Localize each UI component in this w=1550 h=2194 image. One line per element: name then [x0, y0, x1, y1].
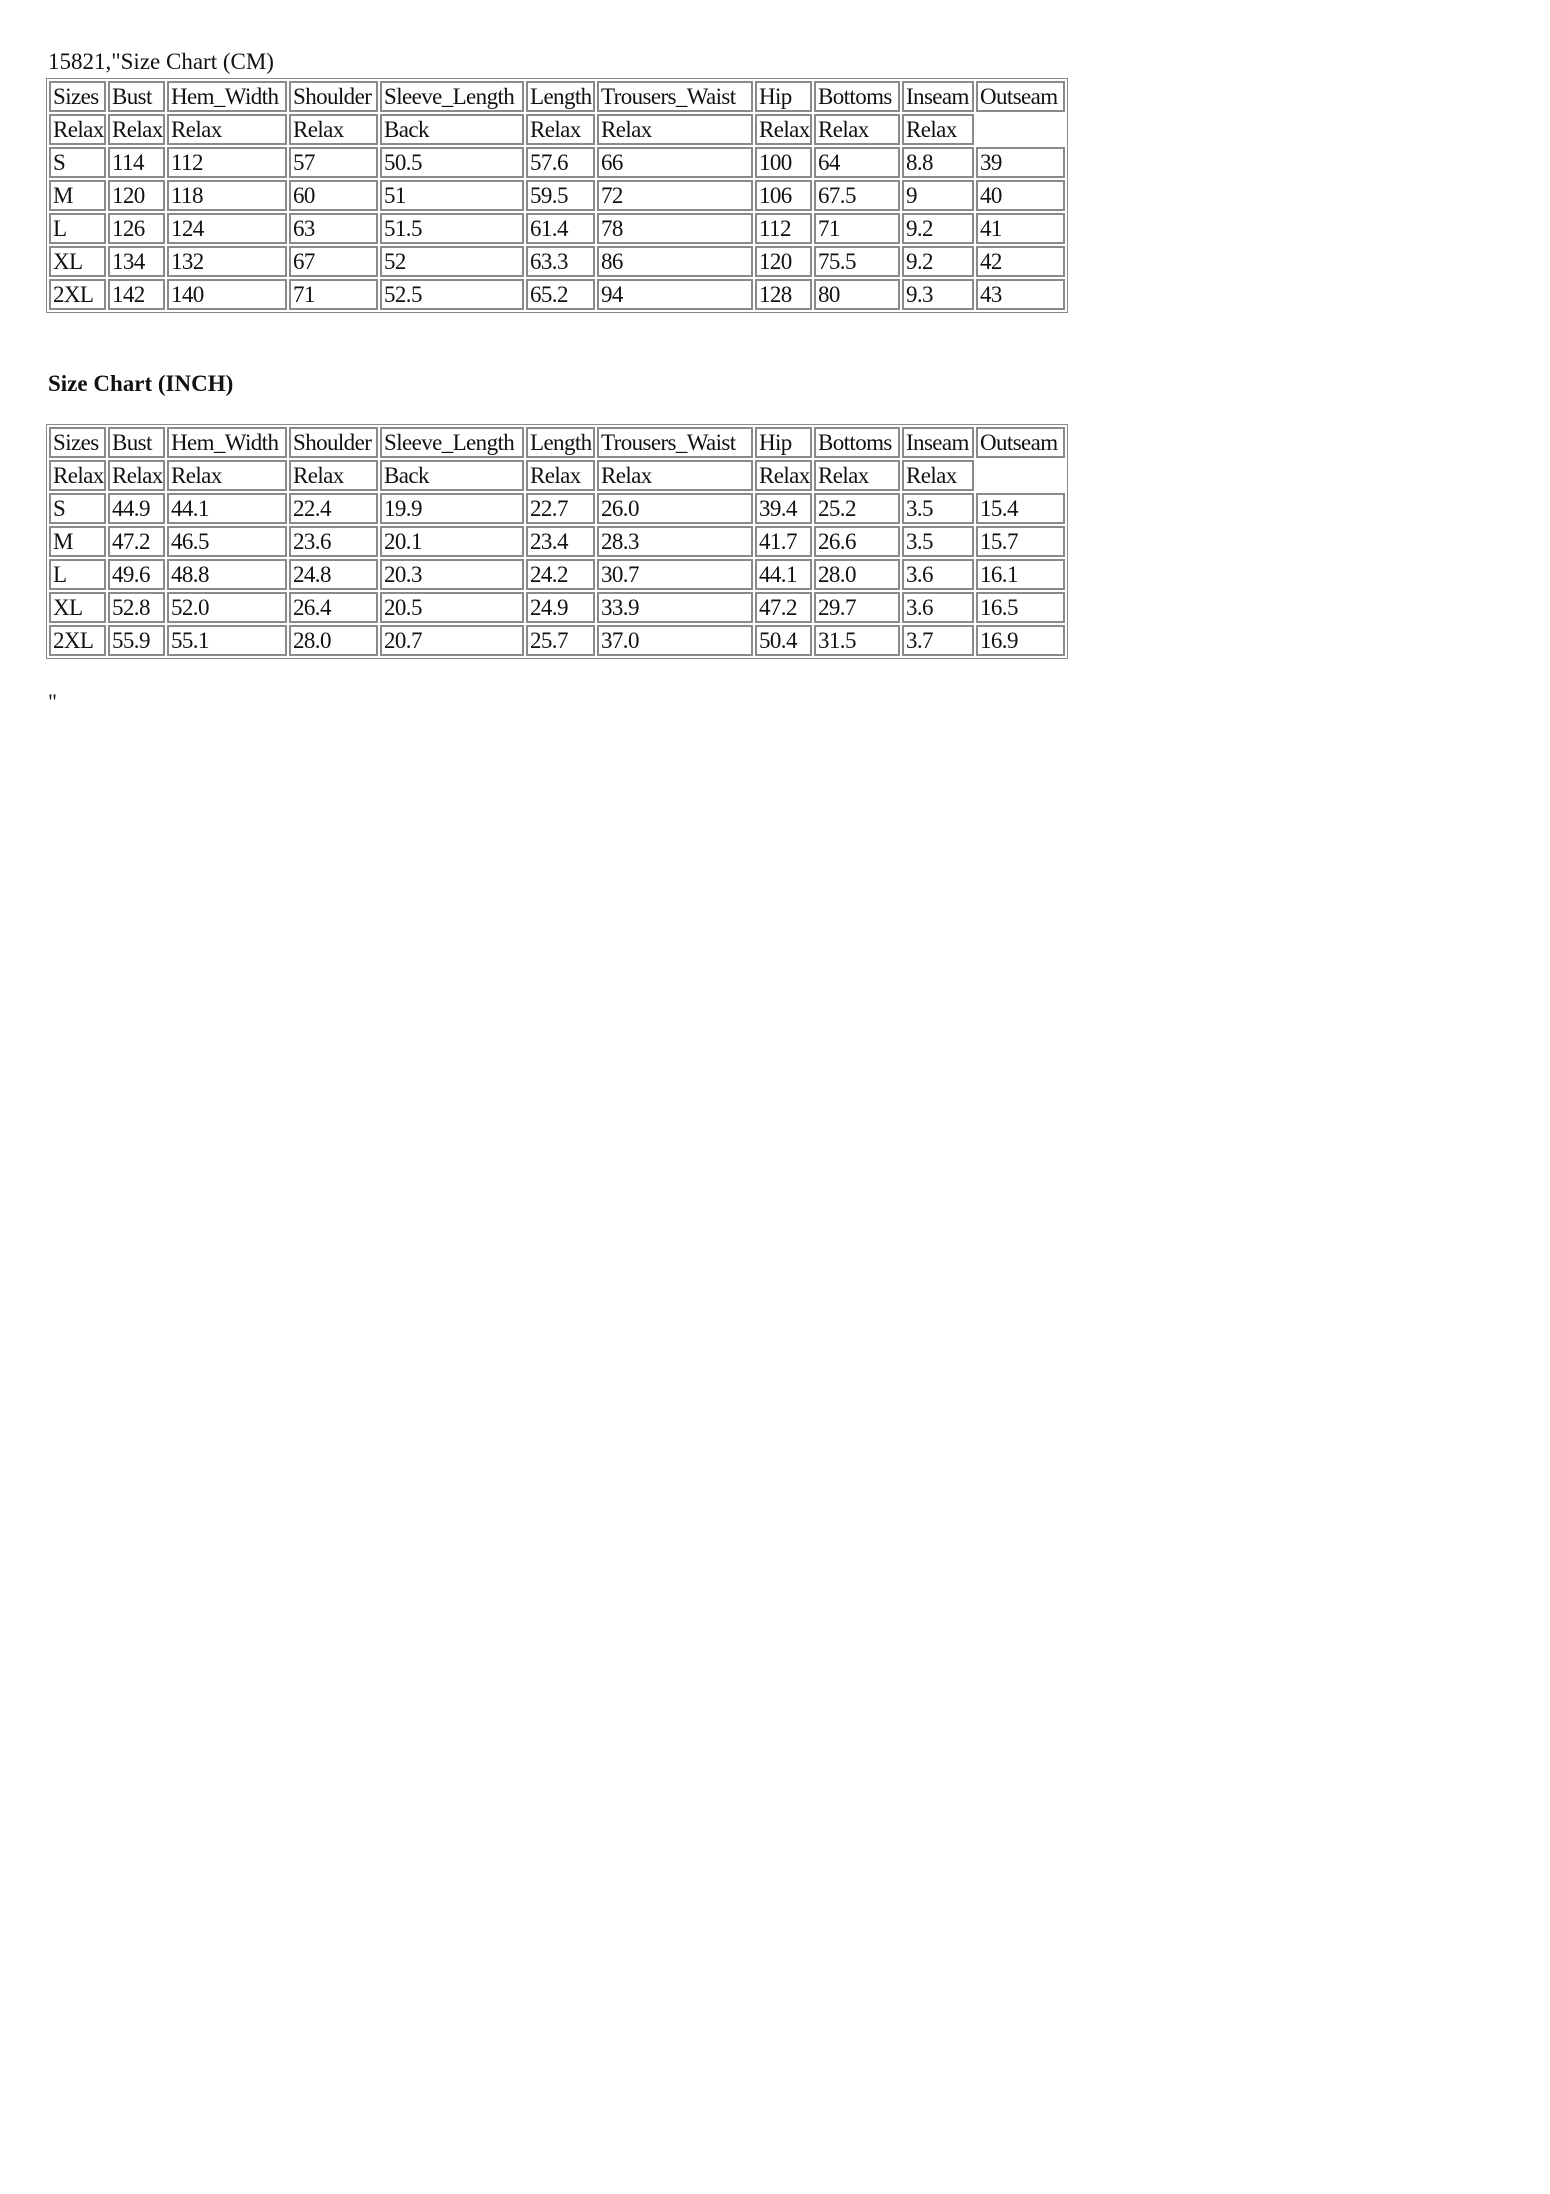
table-cell: 20.5	[380, 592, 524, 623]
table-cell: 24.8	[289, 559, 378, 590]
cm-size-chart-title: 15821,"Size Chart (CM)	[48, 49, 274, 74]
table-cell: 57.6	[526, 147, 595, 178]
table-cell: 52.5	[380, 279, 524, 310]
table-cell: 134	[108, 246, 165, 277]
table-cell: 48.8	[167, 559, 287, 590]
table-cell: 9.2	[902, 246, 974, 277]
table-cell: 50.4	[755, 625, 812, 656]
table-cell: 64	[814, 147, 900, 178]
table-cell: 28.0	[289, 625, 378, 656]
table-cell: 16.5	[976, 592, 1065, 623]
table-cell: Trousers_Waist	[597, 81, 753, 112]
table-cell: Back	[380, 460, 524, 491]
table-cell: 60	[289, 180, 378, 211]
table-cell: 67.5	[814, 180, 900, 211]
table-cell: 72	[597, 180, 753, 211]
table-row	[49, 246, 1065, 277]
table-cell: 55.9	[108, 625, 165, 656]
table-cell: M	[49, 526, 106, 557]
table-cell: 20.1	[380, 526, 524, 557]
table-cell: 43	[976, 279, 1065, 310]
table-cell: 44.1	[755, 559, 812, 590]
table-row	[49, 625, 1065, 656]
table-row	[49, 279, 1065, 310]
table-cell: 29.7	[814, 592, 900, 623]
table-cell: 47.2	[755, 592, 812, 623]
table-cell: 42	[976, 246, 1065, 277]
table-cell: 33.9	[597, 592, 753, 623]
table-cell: Sleeve_Length	[380, 427, 524, 458]
table-cell: 22.4	[289, 493, 378, 524]
table-cell: 140	[167, 279, 287, 310]
table-cell: Relax	[108, 114, 165, 145]
table-cell: Hem_Width	[167, 81, 287, 112]
table-cell: 9.3	[902, 279, 974, 310]
table-cell: 41.7	[755, 526, 812, 557]
table-cell: 20.7	[380, 625, 524, 656]
table-cell: 25.7	[526, 625, 595, 656]
table-cell	[976, 460, 1065, 491]
table-cell: Relax	[526, 114, 595, 145]
table-cell: 9.2	[902, 213, 974, 244]
table-cell: Relax	[108, 460, 165, 491]
table-cell: 112	[755, 213, 812, 244]
table-cell: 9	[902, 180, 974, 211]
table-cell: 142	[108, 279, 165, 310]
table-cell: L	[49, 213, 106, 244]
table-cell: 59.5	[526, 180, 595, 211]
table-cell: 15.4	[976, 493, 1065, 524]
table-cell: 2XL	[49, 279, 106, 310]
table-cell: Outseam	[976, 81, 1065, 112]
table-cell: 52	[380, 246, 524, 277]
table-cell: Relax	[289, 114, 378, 145]
table-cell: 120	[108, 180, 165, 211]
table-cell: 46.5	[167, 526, 287, 557]
table-cell: 118	[167, 180, 287, 211]
table-cell: 20.3	[380, 559, 524, 590]
table-cell: Length	[526, 81, 595, 112]
table-cell: 55.1	[167, 625, 287, 656]
table-cell: Hem_Width	[167, 427, 287, 458]
table-cell: 86	[597, 246, 753, 277]
table-cell: Relax	[755, 114, 812, 145]
table-cell: Relax	[167, 114, 287, 145]
table-cell: S	[49, 493, 106, 524]
table-cell: 3.6	[902, 592, 974, 623]
table-cell: 120	[755, 246, 812, 277]
table-cell: S	[49, 147, 106, 178]
table-cell: Relax	[526, 460, 595, 491]
table-cell: Relax	[167, 460, 287, 491]
table-cell: 112	[167, 147, 287, 178]
table-cell: Relax	[902, 460, 974, 491]
table-cell: 52.0	[167, 592, 287, 623]
table-cell: 8.8	[902, 147, 974, 178]
table-cell: 126	[108, 213, 165, 244]
table-row	[49, 592, 1065, 623]
table-cell: 94	[597, 279, 753, 310]
table-cell: 51	[380, 180, 524, 211]
table-cell: 128	[755, 279, 812, 310]
inch-size-table	[46, 424, 1068, 659]
table-cell: 26.6	[814, 526, 900, 557]
table-cell: 25.2	[814, 493, 900, 524]
table-cell: 78	[597, 213, 753, 244]
table-cell: 31.5	[814, 625, 900, 656]
table-cell: Hip	[755, 81, 812, 112]
table-header-row	[49, 81, 1065, 112]
table-cell: 50.5	[380, 147, 524, 178]
table-cell: Sizes	[49, 427, 106, 458]
table-cell: Length	[526, 427, 595, 458]
table-cell: Relax	[289, 460, 378, 491]
table-cell: Relax	[755, 460, 812, 491]
table-subheader-row	[49, 460, 1065, 491]
table-cell: 80	[814, 279, 900, 310]
table-row	[49, 213, 1065, 244]
table-cell: 47.2	[108, 526, 165, 557]
table-cell: Sleeve_Length	[380, 81, 524, 112]
table-cell: Outseam	[976, 427, 1065, 458]
table-cell	[976, 114, 1065, 145]
table-cell: XL	[49, 592, 106, 623]
table-cell: 114	[108, 147, 165, 178]
table-cell: 132	[167, 246, 287, 277]
table-cell: Hip	[755, 427, 812, 458]
table-cell: 26.0	[597, 493, 753, 524]
table-cell: L	[49, 559, 106, 590]
table-cell: 3.7	[902, 625, 974, 656]
table-cell: XL	[49, 246, 106, 277]
table-cell: 16.9	[976, 625, 1065, 656]
table-cell: 24.9	[526, 592, 595, 623]
table-cell: Relax	[814, 460, 900, 491]
table-row	[49, 180, 1065, 211]
table-cell: 39.4	[755, 493, 812, 524]
table-cell: Bottoms	[814, 81, 900, 112]
table-cell: 44.1	[167, 493, 287, 524]
table-cell: Trousers_Waist	[597, 427, 753, 458]
table-row	[49, 493, 1065, 524]
table-cell: Relax	[49, 460, 106, 491]
table-cell: 41	[976, 213, 1065, 244]
table-cell: 100	[755, 147, 812, 178]
table-cell: Sizes	[49, 81, 106, 112]
table-cell: Bottoms	[814, 427, 900, 458]
table-cell: Inseam	[902, 427, 974, 458]
table-cell: 40	[976, 180, 1065, 211]
table-cell: Bust	[108, 81, 165, 112]
cm-size-table	[46, 78, 1068, 313]
table-cell: 49.6	[108, 559, 165, 590]
table-cell: 24.2	[526, 559, 595, 590]
table-cell: 28.0	[814, 559, 900, 590]
table-cell: 71	[814, 213, 900, 244]
table-cell: 66	[597, 147, 753, 178]
table-cell: Bust	[108, 427, 165, 458]
table-row	[49, 526, 1065, 557]
table-cell: 3.5	[902, 526, 974, 557]
table-cell: 28.3	[597, 526, 753, 557]
table-row	[49, 559, 1065, 590]
table-cell: 23.6	[289, 526, 378, 557]
table-cell: 19.9	[380, 493, 524, 524]
table-cell: 3.5	[902, 493, 974, 524]
table-cell: 63.3	[526, 246, 595, 277]
inch-size-chart-title: Size Chart (INCH)	[48, 371, 234, 396]
table-subheader-row	[49, 114, 1065, 145]
table-cell: 15.7	[976, 526, 1065, 557]
table-cell: 3.6	[902, 559, 974, 590]
table-cell: 30.7	[597, 559, 753, 590]
table-cell: 61.4	[526, 213, 595, 244]
table-cell: 37.0	[597, 625, 753, 656]
table-row	[49, 147, 1065, 178]
table-cell: M	[49, 180, 106, 211]
table-cell: 52.8	[108, 592, 165, 623]
table-cell: 71	[289, 279, 378, 310]
table-cell: 124	[167, 213, 287, 244]
table-cell: Relax	[597, 460, 753, 491]
table-cell: 67	[289, 246, 378, 277]
table-cell: 26.4	[289, 592, 378, 623]
table-cell: 44.9	[108, 493, 165, 524]
table-cell: Shoulder	[289, 427, 378, 458]
table-header-row	[49, 427, 1065, 458]
table-cell: 75.5	[814, 246, 900, 277]
table-cell: 23.4	[526, 526, 595, 557]
table-cell: 57	[289, 147, 378, 178]
table-cell: 2XL	[49, 625, 106, 656]
table-cell: Inseam	[902, 81, 974, 112]
table-cell: 22.7	[526, 493, 595, 524]
table-cell: 63	[289, 213, 378, 244]
table-cell: Relax	[597, 114, 753, 145]
table-cell: 16.1	[976, 559, 1065, 590]
table-cell: Relax	[814, 114, 900, 145]
table-cell: 51.5	[380, 213, 524, 244]
table-cell: Relax	[902, 114, 974, 145]
table-cell: Shoulder	[289, 81, 378, 112]
closing-quote: "	[48, 689, 57, 714]
table-cell: 65.2	[526, 279, 595, 310]
table-cell: 39	[976, 147, 1065, 178]
table-cell: Relax	[49, 114, 106, 145]
table-cell: 106	[755, 180, 812, 211]
table-cell: Back	[380, 114, 524, 145]
